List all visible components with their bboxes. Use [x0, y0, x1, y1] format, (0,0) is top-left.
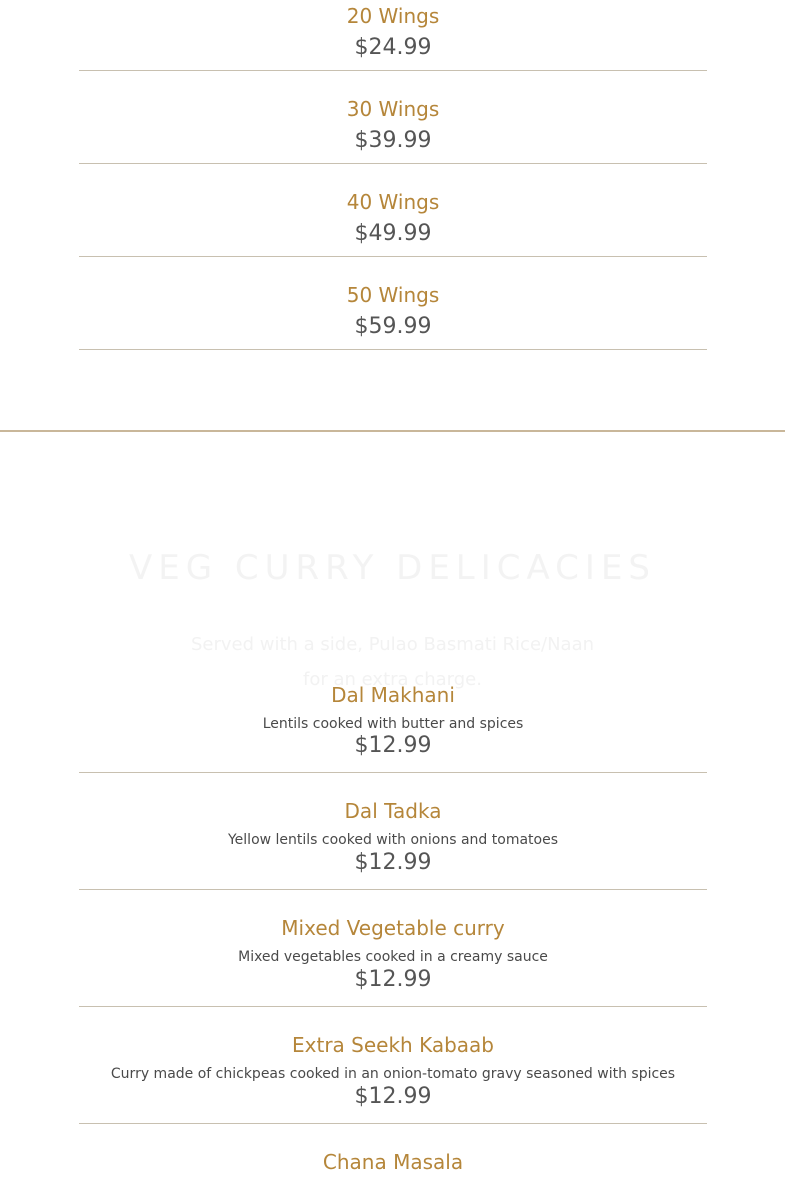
item-price: $12.99 — [354, 733, 432, 758]
section-title: VEG CURRY DELICACIES — [128, 548, 657, 588]
menu-item — [79, 799, 707, 890]
menu-item — [79, 1033, 707, 1124]
item-price: $24.99 — [354, 35, 432, 60]
section-subtitle-line2: for an extra charge. — [303, 669, 482, 690]
item-price: $49.99 — [354, 221, 432, 246]
item-description: Lentils cooked with butter and spices — [262, 716, 524, 732]
menu-item — [79, 4, 707, 71]
item-name: Mixed Vegetable curry — [281, 916, 505, 940]
item-name: Extra Seekh Kabaab — [292, 1033, 494, 1057]
item-name: 50 Wings — [346, 283, 440, 307]
item-name: Chana Masala — [322, 1150, 464, 1174]
section-divider — [0, 430, 785, 432]
item-description: Curry made of chickpeas cooked in an onion-tomato gravy seasoned with spices — [110, 1066, 676, 1082]
item-name: Dal Makhani — [331, 683, 455, 707]
menu-item — [79, 97, 707, 164]
item-price: $12.99 — [354, 967, 432, 992]
menu-item — [79, 283, 707, 350]
item-price: $12.99 — [354, 850, 432, 875]
item-price: $59.99 — [354, 314, 432, 339]
item-description: Mixed vegetables cooked in a creamy sauce — [238, 949, 548, 965]
menu-item — [79, 916, 707, 1007]
item-name: 20 Wings — [346, 4, 440, 28]
menu-item — [79, 1150, 707, 1184]
section-subtitle: Served with a side, Pulao Basmati Rice/Naan — [190, 634, 595, 655]
item-description: Yellow lentils cooked with onions and tomatoes — [227, 832, 558, 848]
item-name: 40 Wings — [346, 190, 440, 214]
item-name: Dal Tadka — [344, 799, 442, 823]
item-price: $39.99 — [354, 128, 432, 153]
item-name: 30 Wings — [346, 97, 440, 121]
menu-item — [79, 190, 707, 257]
menu-item — [79, 683, 707, 773]
item-price: $12.99 — [354, 1084, 432, 1109]
